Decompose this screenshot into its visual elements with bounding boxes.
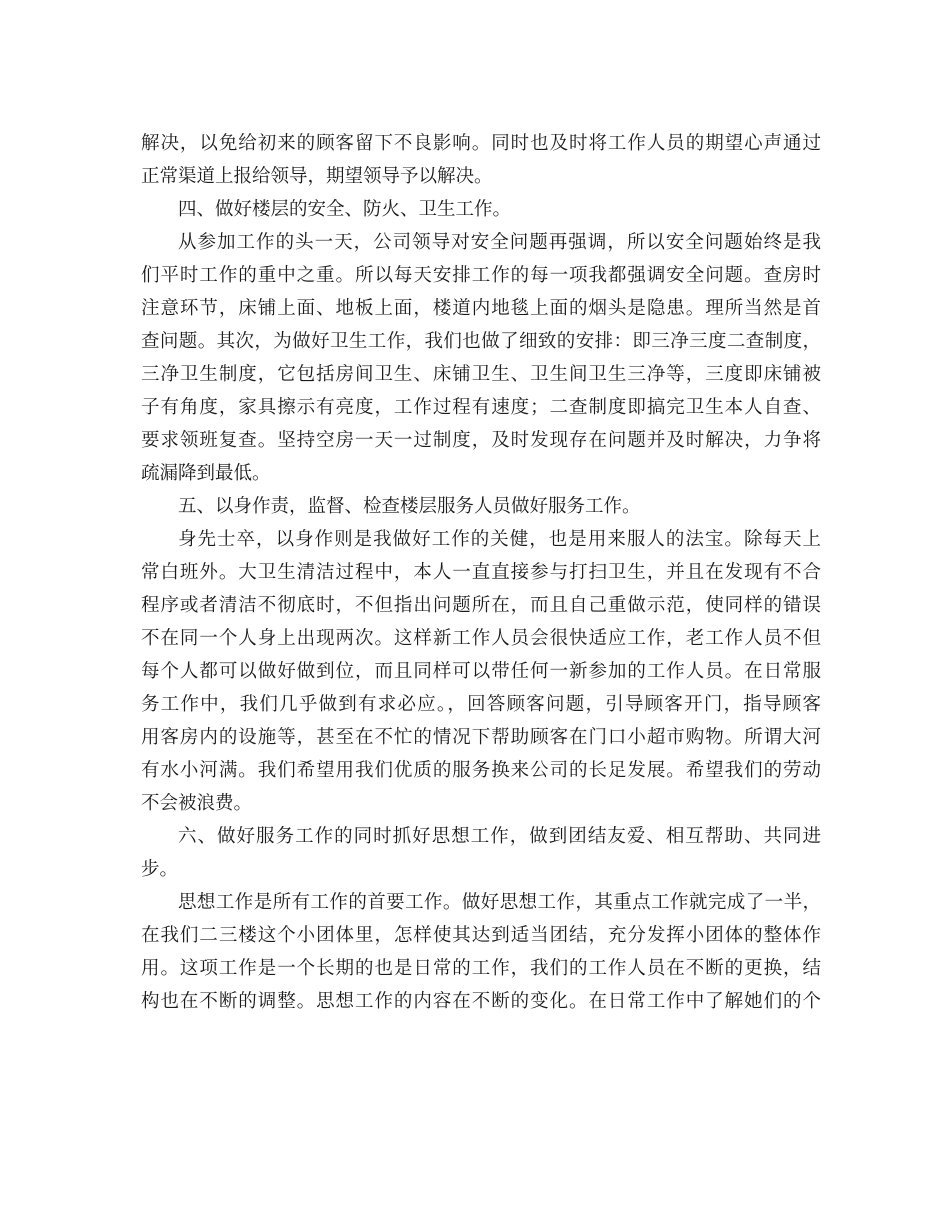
document-body xyxy=(141,127,821,1018)
text-line: 查问题。其次，为做好卫生工作，我们也做了细致的安排：即三净三度二查制度， xyxy=(141,331,821,352)
text-line: 思想工作是所有工作的首要工作。做好思想工作，其重点工作就完成了一半， xyxy=(178,892,821,913)
text-line: 从参加工作的头一天，公司领导对安全问题再强调，所以安全问题始终是我 xyxy=(178,232,821,253)
text-line: 在我们二三楼这个小团体里，怎样使其达到适当团结，充分发挥小团体的整体作 xyxy=(141,925,821,946)
text-line: 常白班外。大卫生清洁过程中，本人一直直接参与打扫卫生，并且在发现有不合 xyxy=(141,562,821,583)
text-line: 步。 xyxy=(141,859,179,880)
text-line: 四、做好楼层的安全、防火、卫生工作。 xyxy=(178,199,512,220)
text-line: 解决，以免给初来的顾客留下不良影响。同时也及时将工作人员的期望心声通过 xyxy=(141,133,821,154)
text-line: 三净卫生制度，它包括房间卫生、床铺卫生、卫生间卫生三净等，三度即床铺被 xyxy=(141,364,821,385)
text-line: 要求领班复查。坚持空房一天一过制度，及时发现存在问题并及时解决，力争将 xyxy=(141,430,821,451)
text-line: 子有角度，家具擦示有亮度，工作过程有速度；二查制度即搞完卫生本人自查、 xyxy=(141,397,821,418)
text-line: 正常渠道上报给领导，期望领导予以解决。 xyxy=(141,166,493,187)
text-line: 务工作中，我们几乎做到有求必应。，回答顾客问题，引导顾客开门，指导顾客 xyxy=(141,694,821,715)
text-line: 构也在不断的调整。思想工作的内容在不断的变化。在日常工作中了解她们的个 xyxy=(141,991,821,1012)
text-line: 六、做好服务工作的同时抓好思想工作，做到团结友爱、相互帮助、共同进 xyxy=(178,826,821,847)
text-line: 不在同一个人身上出现两次。这样新工作人员会很快适应工作，老工作人员不但 xyxy=(141,628,821,649)
text-line: 用。这项工作是一个长期的也是日常的工作，我们的工作人员在不断的更换，结 xyxy=(141,958,821,979)
text-line: 五、以身作责，监督、检查楼层服务人员做好服务工作。 xyxy=(178,496,641,517)
text-line: 程序或者清洁不彻底时，不但指出问题所在，而且自己重做示范，使同样的错误 xyxy=(141,595,821,616)
text-line: 用客房内的设施等，甚至在不忙的情况下帮助顾客在门口小超市购物。所谓大河 xyxy=(141,727,821,748)
text-line: 有水小河满。我们希望用我们优质的服务换来公司的长足发展。希望我们的劳动 xyxy=(141,760,821,781)
text-line: 身先士卒，以身作则是我做好工作的关健，也是用来服人的法宝。除每天上 xyxy=(178,529,821,550)
text-line: 注意环节，床铺上面、地板上面，楼道内地毯上面的烟头是隐患。理所当然是首 xyxy=(141,298,821,319)
text-line: 疏漏降到最低。 xyxy=(141,463,271,484)
text-line: 不会被浪费。 xyxy=(141,793,253,814)
text-line: 们平时工作的重中之重。所以每天安排工作的每一项我都强调安全问题。查房时 xyxy=(141,265,821,286)
text-line: 每个人都可以做好做到位，而且同样可以带任何一新参加的工作人员。在日常服 xyxy=(141,661,821,682)
